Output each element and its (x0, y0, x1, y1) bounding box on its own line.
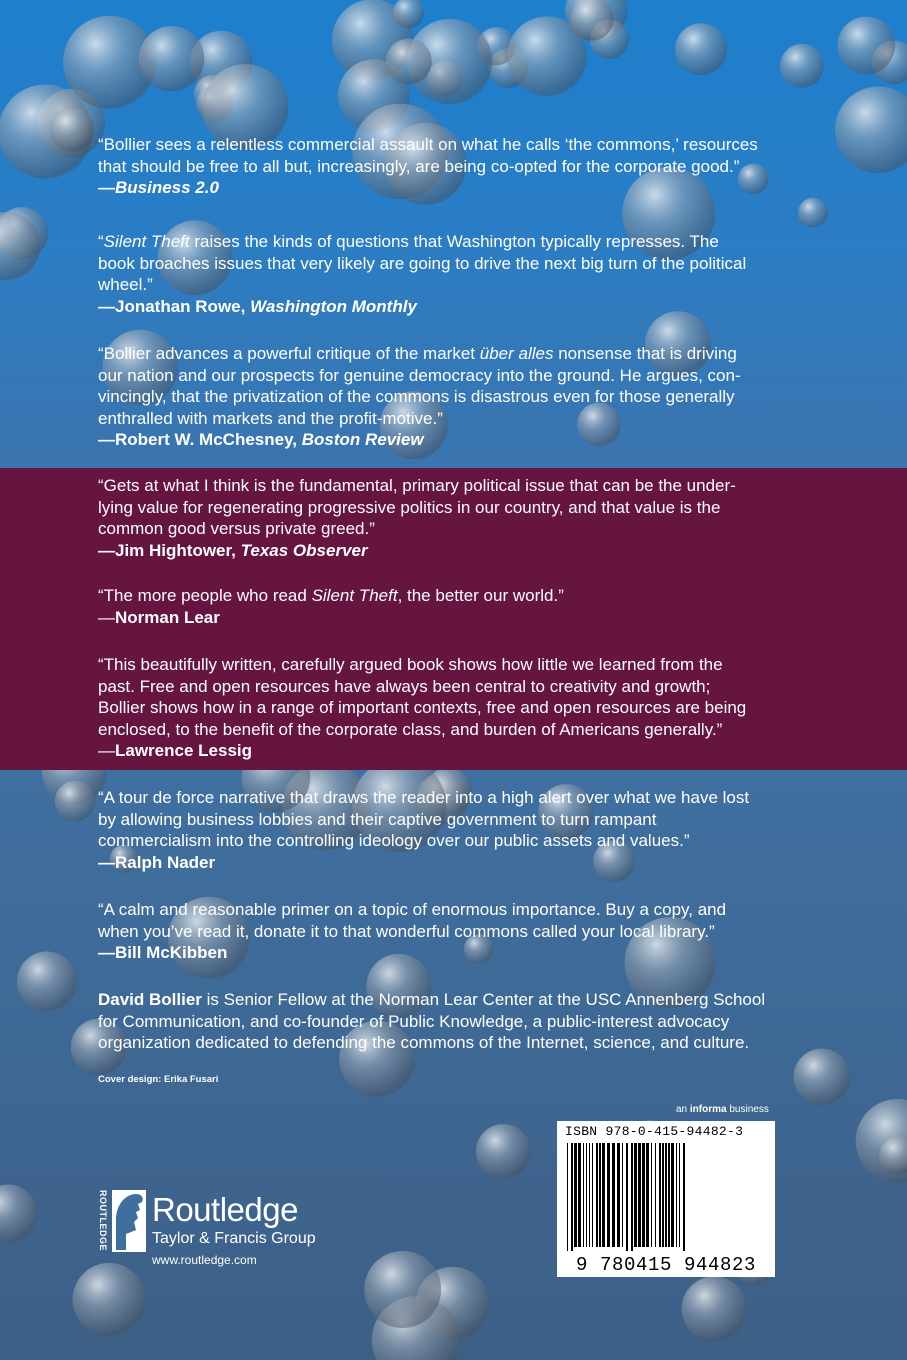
quote-text-line: by allowing business lobbies and their captive government to turn rampant (98, 809, 657, 829)
routledge-head-icon (112, 1190, 146, 1252)
quote-mckibben (98, 899, 798, 964)
molecule-bubble (50, 108, 94, 152)
quote-text-line: common good versus private greed.” (98, 519, 375, 538)
quote-rowe (98, 231, 798, 317)
molecule-bubble (682, 1276, 747, 1341)
barcode-bar (596, 1143, 598, 1247)
barcode-bar (602, 1143, 605, 1247)
author-bio-line: David Bollier is Senior Fellow at the Norman Lear Center at the USC Annenberg School (98, 990, 766, 1009)
author-bio-line: for Communication, and co-founder of Public Knowledge, a public-interest advocacy (98, 1011, 730, 1031)
barcode-bar (634, 1143, 637, 1247)
barcode-bar (617, 1143, 620, 1247)
molecule-bubble (476, 1124, 531, 1179)
quote-text-line: past. Free and open resources have always been central to creativity and growth; (98, 676, 711, 696)
barcode-bar (646, 1143, 649, 1247)
quote-attribution: —Business 2.0 (98, 178, 219, 197)
molecule-bubble (139, 26, 204, 91)
barcode-bar (679, 1143, 680, 1247)
barcode-digits: 9 780415 944823 (575, 1254, 757, 1276)
barcode-bar (651, 1143, 652, 1247)
quote-text-line: wheel.” (98, 275, 153, 294)
quote-attribution: —Jim Hightower, Texas Observer (98, 540, 368, 560)
routledge-logo (96, 1190, 356, 1270)
quote-attribution: —Jonathan Rowe, Washington Monthly (98, 296, 417, 316)
routledge-vertical-wordmark: ROUTLEDGE (98, 1190, 108, 1252)
barcode-bar (668, 1143, 670, 1247)
quote-text-line: “Silent Theft raises the kinds of questions that Washington typically represses. The (98, 232, 719, 251)
barcode-bar (671, 1143, 674, 1247)
molecule-bubble (798, 198, 828, 228)
molecule-bubble (675, 23, 727, 75)
quote-text-line: lying value for regenerating progressive politics in our country, and that value is the (98, 497, 721, 517)
informa-tagline: an informa business (676, 1104, 769, 1115)
barcode-bar (607, 1143, 610, 1247)
quote-text-line: “A calm and reasonable primer on a topic of enormous importance. Buy a copy, and (98, 900, 727, 919)
quote-text-line: enclosed, to the benefit of the corporate class, and burden of Americans generally.” (98, 719, 723, 739)
barcode-bars (563, 1143, 769, 1251)
molecule-bubble (73, 1263, 146, 1336)
barcode-bar (655, 1143, 656, 1247)
quote-text-line: Bollier shows how in a range of important contexts, free and open resources are being (98, 698, 747, 717)
molecule-bubble (0, 1185, 37, 1244)
barcode-bar (574, 1143, 577, 1247)
barcode-bar (592, 1143, 593, 1247)
quote-business20 (98, 134, 798, 199)
molecule-bubble (780, 44, 824, 88)
quote-attribution: —Ralph Nader (98, 852, 216, 872)
barcode-bar (665, 1143, 667, 1247)
barcode-bar (642, 1143, 645, 1247)
quote-attribution: —Norman Lear (98, 607, 220, 627)
isbn-barcode (557, 1121, 775, 1277)
quote-text-line: “Bollier sees a relentless commercial assault on what he calls ‘the commons,’ resources (98, 135, 758, 154)
author-bio-line: organization dedicated to defending the commons of the Internet, science, and culture. (98, 1033, 750, 1052)
quote-text-line: enthralled with markets and the profit-motive.” (98, 408, 443, 428)
barcode-bar (599, 1143, 601, 1247)
barcode-bar (683, 1143, 685, 1251)
molecule-bubble (364, 1251, 441, 1328)
molecule-bubble (837, 17, 895, 75)
quote-attribution: —Bill McKibben (98, 943, 228, 962)
quote-attribution: —Lawrence Lessig (98, 741, 253, 760)
quote-lear (98, 585, 798, 628)
molecule-bubble (794, 1049, 851, 1106)
barcode-bar (662, 1143, 664, 1247)
barcode-bar (638, 1143, 641, 1247)
quote-text-line: that should be free to all but, increasingly, are being co-opted for the corporate good.” (98, 156, 740, 176)
molecule-bubble (386, 39, 432, 85)
molecule-bubble (835, 87, 907, 174)
barcode-bar (571, 1143, 573, 1251)
molecule-bubble (17, 952, 77, 1012)
quote-text-line: “The more people who read Silent Theft, the better our world.” (98, 586, 564, 605)
barcode-bar (631, 1143, 633, 1251)
barcode-bar (583, 1143, 584, 1247)
quote-text-line: “A tour de force narrative that draws the reader into a high alert over what we have lost (98, 788, 750, 807)
author-bio (98, 989, 798, 1054)
barcode-bar (578, 1143, 581, 1247)
publisher-group: Taylor & Francis Group (152, 1230, 316, 1247)
publisher-name: Routledge (152, 1191, 298, 1228)
barcode-bar (567, 1143, 568, 1251)
quote-text-line: book broaches issues that very likely are going to drive the next big turn of the political (98, 253, 747, 273)
barcode-bar (622, 1143, 623, 1247)
barcode-bar (676, 1143, 677, 1247)
quote-text-line: our nation and our prospects for genuine democracy into the ground. He argues, con- (98, 365, 741, 385)
quote-attribution: —Robert W. McChesney, Boston Review (98, 430, 424, 449)
quote-text-line: vincingly, that the privatization of the commons is disastrous even for those generally (98, 387, 735, 406)
isbn-label: ISBN 978-0-415-94482-3 (565, 1124, 744, 1139)
quote-text-line: commercialism into the controlling ideology over our public assets and values.” (98, 831, 690, 850)
publisher-website[interactable]: www.routledge.com (152, 1253, 257, 1267)
molecule-bubble (55, 781, 96, 822)
quote-text-line: “Bollier advances a powerful critique of the market über alles nonsense that is driving (98, 344, 737, 363)
quote-text-line: “This beautifully written, carefully argued book shows how little we learned from the (98, 655, 723, 674)
author-name: David Bollier (98, 990, 202, 1009)
barcode-bar (626, 1143, 628, 1251)
quote-mcchesney (98, 343, 798, 451)
barcode-bar (586, 1143, 587, 1247)
quote-text-line: “Gets at what I think is the fundamental, primary political issue that can be the under- (98, 476, 736, 495)
barcode-bar (659, 1143, 661, 1247)
quote-lessig (98, 654, 798, 762)
quote-nader (98, 787, 798, 873)
quote-text-line: when you’ve read it, donate it to that wonderful commons called your local library.” (98, 921, 715, 941)
quote-hightower (98, 475, 798, 561)
barcode-bar (612, 1143, 615, 1247)
barcode-bar (589, 1143, 590, 1247)
cover-design-credit: Cover design: Erika Fusari (98, 1074, 219, 1085)
